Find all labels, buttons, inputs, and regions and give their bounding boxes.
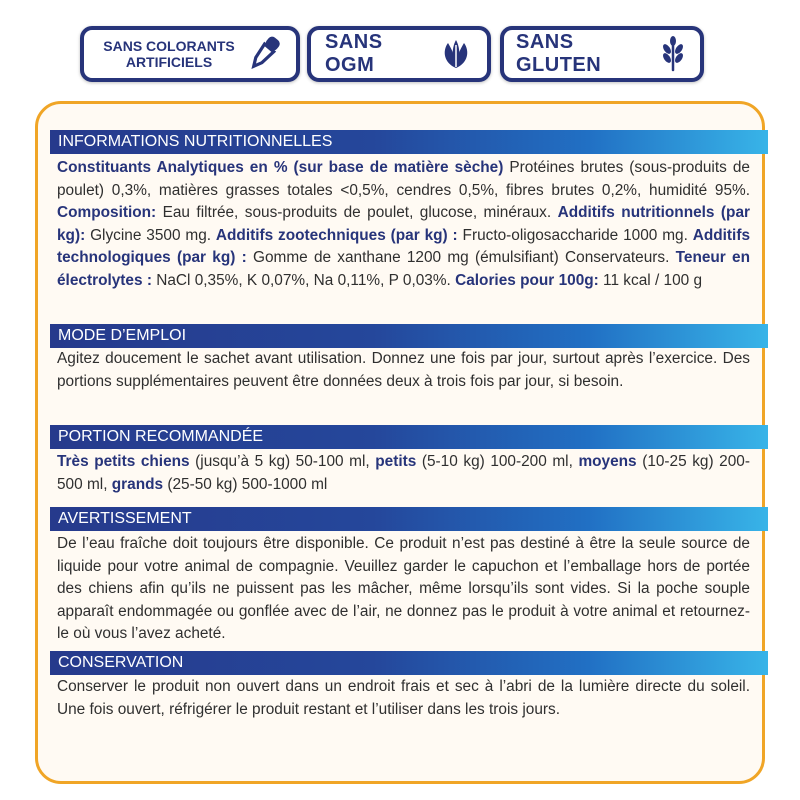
section-body-warning: De l’eau fraîche doit toujours être disponible. Ce produit n’est pas destiné à être la seule source de liquide pour votre animal de compagnie. Veuillez garder le capuchon et l’emballage hors de portée des chiens afin qu’ils ne puissent pas les mâcher, même lorsqu’ils sont vides. Si la poche souple apparaît endommagée ou gonflée avec de l’air, ne donnez pas le produit à votre animal et retournez-le où vous l’avez acheté. [57, 535, 750, 642]
badge-no-gluten-label: SANS GLUTEN [516, 31, 602, 76]
portion-key-very-small: Très petits chiens [57, 453, 190, 470]
portion-key-small: petits [375, 453, 417, 470]
nutrition-key-nutritional-additives: Additifs nutritionnels (par kg): [57, 204, 750, 244]
nutrition-text-nutritional-additives: Glycine 3500 mg. [85, 226, 216, 244]
section-body-nutrition [57, 157, 750, 292]
portion-text-very-small: (jusqu’à 5 kg) 50-100 ml, [189, 453, 376, 470]
section-header-portion: PORTION RECOMMANDÉE [50, 425, 768, 449]
section-body-usage: Agitez doucement le sachet avant utilisation. Donnez une fois par jour, surtout après l’exercice. Des portions supplémentaires peuvent être données deux à trois fois par jour, si besoin. [57, 350, 750, 390]
nutrition-key-composition: Composition: [57, 204, 157, 221]
dropper-icon [244, 34, 284, 74]
nutrition-key-electrolytes: Teneur en électrolytes : [57, 249, 750, 289]
nutrition-key-analytical: Constituants Analytiques en % (sur base de matière sèche) [57, 159, 504, 176]
portion-key-large: grands [111, 475, 164, 493]
badge-row [0, 26, 800, 86]
badge-no-gmo-label: SANS OGM [325, 31, 383, 76]
portion-key-medium: moyens [578, 453, 637, 470]
section-header-warning: AVERTISSEMENT [50, 507, 768, 531]
nutrition-text-electrolytes: NaCl 0,35%, K 0,07%, Na 0,11%, P 0,03%. [151, 271, 456, 289]
nutrition-text-technological-additives: Gomme de xanthane 1200 mg (émulsifiant) Conservateurs. [246, 249, 676, 266]
nutrition-text-composition: Eau filtrée, sous-produits de poulet, glucose, minéraux. [156, 204, 558, 221]
portion-text-small: (5-10 kg) 100-200 ml, [416, 453, 579, 470]
portion-text-medium: (10-25 kg) 200-500 ml, [57, 453, 750, 493]
nutrition-text-analytical: Protéines brutes (sous-produits de poulet) 0,3%, matières grasses totales <0,5%, cendres 0,5%, fibres brutes 0,2%, humidité 95%. [57, 159, 750, 199]
portion-text-large: (25-50 kg) 500-1000 ml [163, 475, 328, 493]
badge-no-colorants [80, 26, 300, 82]
badge-no-colorants-line2: ARTIFICIELS [125, 54, 213, 70]
nutrition-text-calories: 11 kcal / 100 g [598, 271, 703, 289]
section-header-usage: MODE D’EMPLOI [50, 324, 768, 348]
badge-no-gmo [307, 26, 491, 82]
section-body-storage: Conserver le produit non ouvert dans un endroit frais et sec à l’abri de la lumière directe du soleil. Une fois ouvert, réfrigérer le produit restant et l’utiliser dans les trois jours. [57, 678, 750, 718]
leaf-icon [439, 37, 473, 71]
nutrition-key-zootechnical-additives: Additifs zootechniques (par kg) : [215, 226, 458, 244]
section-body-portion [57, 451, 750, 496]
badge-no-colorants-line1: SANS COLORANTS [103, 38, 235, 54]
section-header-nutrition: INFORMATIONS NUTRITIONNELLES [50, 130, 768, 154]
badge-no-gluten [500, 26, 704, 82]
nutrition-key-technological-additives: Additifs technologiques (par kg) : [57, 226, 751, 266]
badge-no-colorants-label [94, 38, 244, 70]
nutrition-text-zootechnical-additives: Fructo-oligosaccharide 1000 mg. [457, 226, 693, 244]
nutrition-key-calories: Calories pour 100g: [455, 271, 599, 289]
wheat-icon [658, 36, 688, 72]
section-header-storage: CONSERVATION [50, 651, 768, 675]
